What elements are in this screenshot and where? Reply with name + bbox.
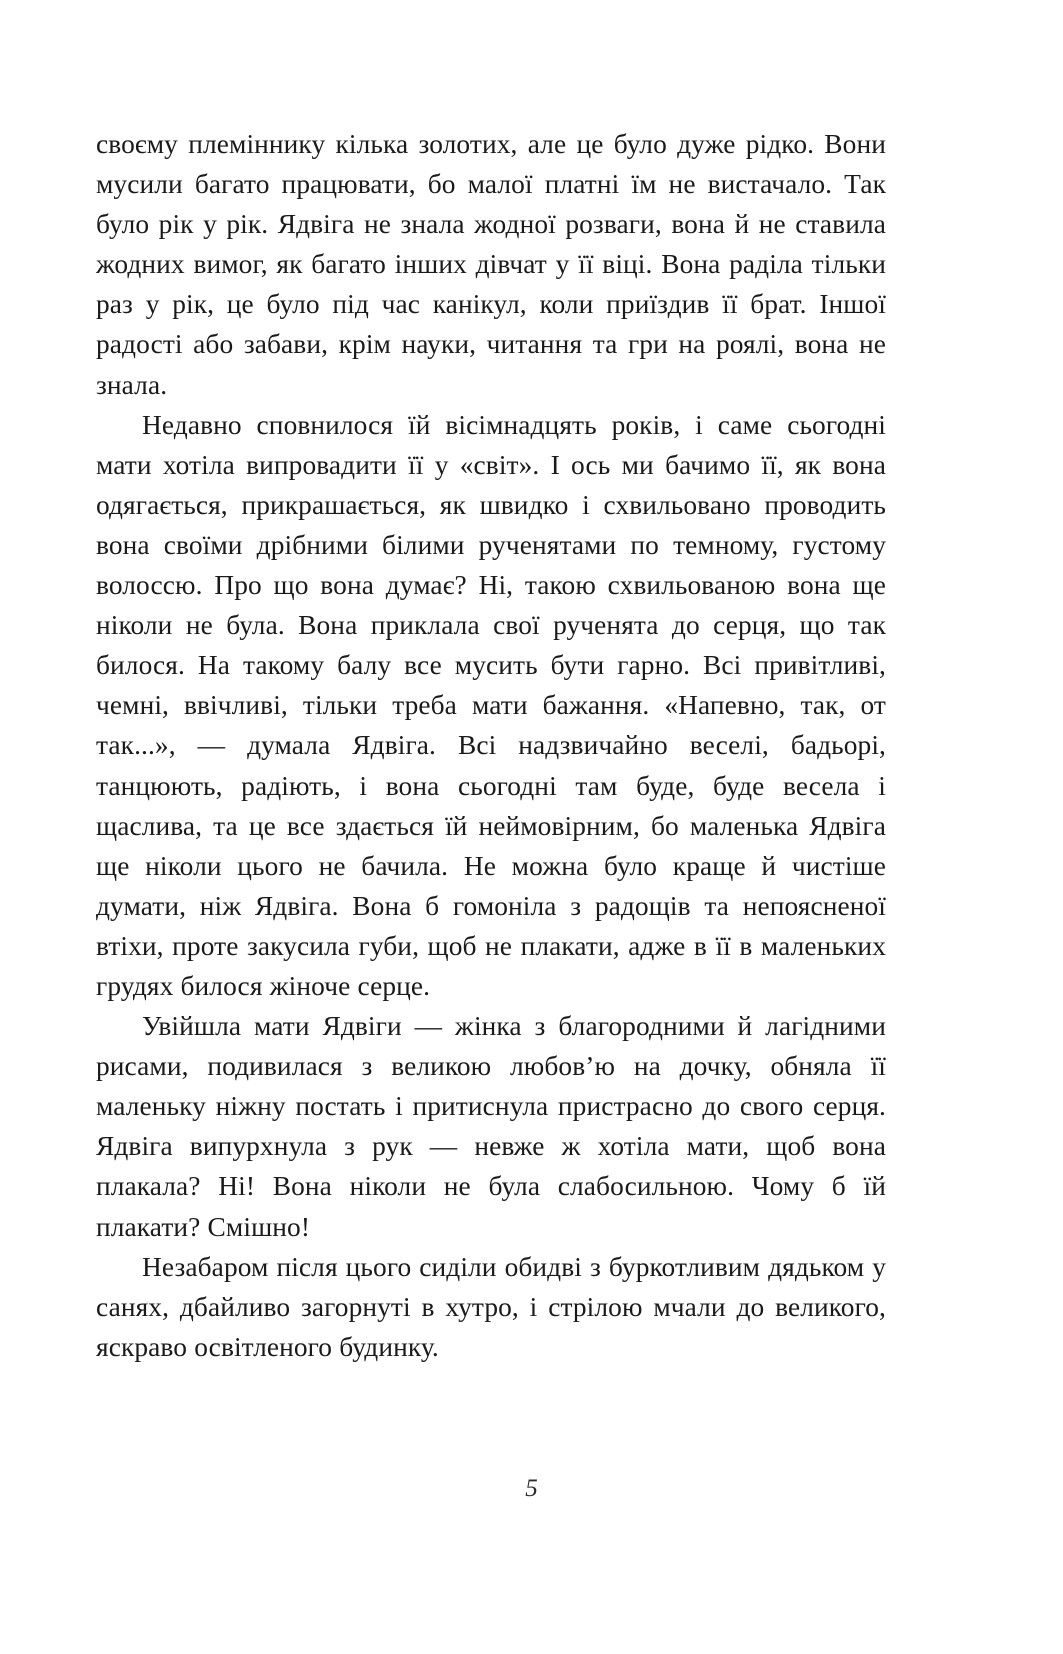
paragraph: Незабаром після цього сиділи обидві з буркотливим дядьком у санях, дбайливо загорнуті в хутро, і стрілою мчали до великого, яскраво освітленого будинку. [96, 1251, 886, 1362]
page-number: 5 [525, 1475, 538, 1502]
paragraph: Увійшла мати Ядвіги — жінка з благородними й лагідними рисами, подивилася з великою любов’ю на дочку, обняла її маленьку ніжну постать і притиснула пристрасно до свого серця. Ядвіга випурхнула з рук — невже ж хотіла мати, щоб вона плакала? Ні! Вона ніколи не була слабосильною. Чому б їй плакати? Смішно! [96, 1011, 886, 1242]
paragraph: своєму племіннику кілька золотих, але це було дуже рідко. Вони мусили багато працювати, бо малої платні їм не вистачало. Так було рік у рік. Ядвіга не знала жодної розваги, вона й не ставила жодних вимог, як багато інших дівчат у її віці. Вона раділа тільки раз у рік, це було під час канікул, коли приїздив її брат. Іншої радості або забави, крім науки, читання та гри на роялі, вона не знала. [96, 129, 886, 400]
paragraph: Недавно сповнилося їй вісімнадцять років, і саме сьогодні мати хотіла випровадити її у «світ». І ось ми бачимо її, як вона одягається, прикрашається, як швидко і схвильовано проводить вона своїми дрібними білими рученятами по темному, густому волоссю. Про що вона думає? Ні, такою схвильованою вона ще ніколи не була. Вона приклала свої рученята до серця, що так билося. На такому балу все мусить бути гарно. Всі привітливі, чемні, ввічливі, тільки треба мати бажання. «Напевно, так, от так...», — думала Ядвіга. Всі надзвичайно веселі, бадьорі, танцюють, радіють, і вона сьогодні там буде, буде весела і щаслива, та це все здається їй неймовірним, бо маленька Ядвіга ще ніколи цього не бачила. Не можна було краще й чистіше думати, ніж Ядвіга. Вона б гомоніла з радощів та непоясненої втіхи, проте закусила губи, щоб не плакати, адже в її в маленьких грудях билося жіноче серце. [96, 409, 886, 1001]
page-text-block [96, 124, 886, 1367]
